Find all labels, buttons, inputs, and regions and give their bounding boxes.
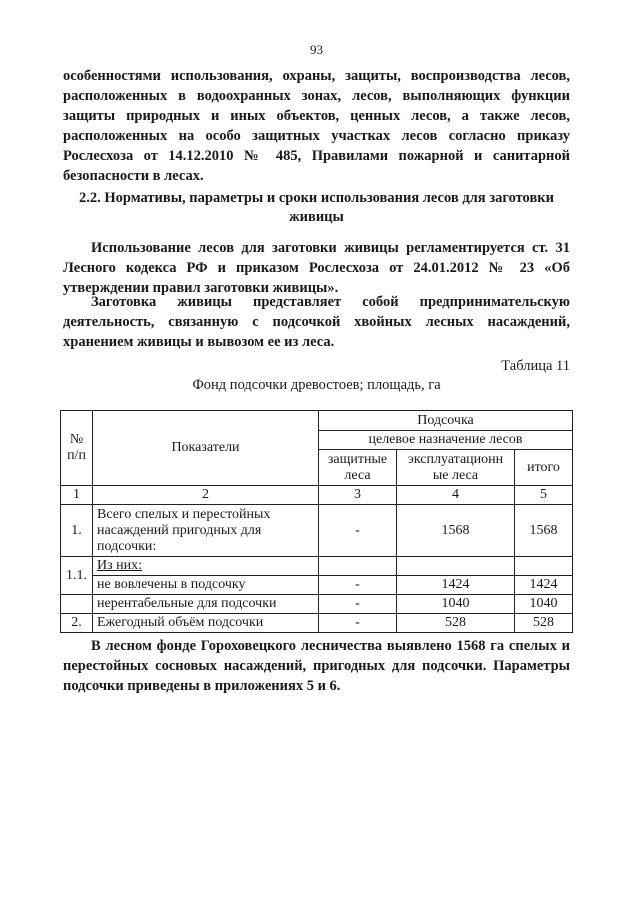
row-label: не вовлечены в подсочку: [93, 576, 319, 595]
col-number-cell: 3: [319, 486, 397, 505]
header-indicators: Показатели: [93, 411, 319, 486]
row-production: 1424: [397, 576, 515, 595]
section-heading: 2.2. Нормативы, параметры и сроки использования лесов для заготовки живицы: [79, 190, 554, 225]
table-row: [61, 505, 573, 557]
row-production: 1568: [397, 505, 515, 557]
table-row: [61, 614, 573, 633]
row-total: [515, 557, 573, 576]
header-total: итого: [515, 450, 573, 486]
row-total: 1568: [515, 505, 573, 557]
paragraph-definition: Заготовка живицы представляет собой предпринимательскую деятельность, связанную с подсочкой хвойных лесных насаждений, хранением живицы и вывозом ее из леса.: [63, 294, 570, 350]
row-protective: -: [319, 576, 397, 595]
row-total: 1040: [515, 595, 573, 614]
header-protective: защитные леса: [319, 450, 397, 486]
row-protective: [319, 557, 397, 576]
table-row: [61, 557, 573, 576]
table-row: [61, 595, 573, 614]
intro-paragraph: особенностями использования, охраны, защиты, воспроизводства лесов, расположенных в водоохранных зонах, лесов, выполняющих функции защиты природных и иных объектов, ценных лесов, а также лесов, расположенных на особо защитных участках лесов согласно приказу Рослесхоза от 14.12.2010 № 485, Правилами пожарной и санитарной безопасности в лесах.: [63, 68, 570, 184]
header-number: № п/п: [61, 411, 93, 486]
table-row: [61, 576, 573, 595]
row-total: 528: [515, 614, 573, 633]
conclusion-paragraph: В лесном фонде Гороховецкого лесничества выявлено 1568 га спелых и перестойных сосновых насаждений, пригодных для подсочки. Параметры подсочки приведены в приложениях 5 и 6.: [63, 638, 570, 694]
table-title: Фонд подсочки древостоев; площадь, га: [192, 377, 441, 393]
row-number: [61, 595, 93, 614]
header-production: эксплуатационн ые леса: [397, 450, 515, 486]
row-production: [397, 557, 515, 576]
row-protective: -: [319, 614, 397, 633]
row-number: 1.1.: [61, 557, 93, 595]
row-label: нерентабельные для подсочки: [93, 595, 319, 614]
row-protective: -: [319, 595, 397, 614]
row-production: 1040: [397, 595, 515, 614]
tapping-fund-table: [60, 410, 573, 633]
col-number-cell: 2: [93, 486, 319, 505]
table-number: Таблица 11: [501, 358, 570, 374]
row-production: 528: [397, 614, 515, 633]
row-number: 2.: [61, 614, 93, 633]
row-total: 1424: [515, 576, 573, 595]
col-number-cell: 5: [515, 486, 573, 505]
row-label: Из них:: [93, 557, 319, 576]
row-label: Всего спелых и перестойных насаждений пригодных для подсочки:: [93, 505, 319, 557]
row-protective: -: [319, 505, 397, 557]
page-number: 93: [310, 42, 323, 57]
header-purpose: целевое назначение лесов: [319, 431, 573, 450]
col-number-cell: 1: [61, 486, 93, 505]
row-number: 1.: [61, 505, 93, 557]
header-tapping: Подсочка: [319, 411, 573, 431]
paragraph-legal-basis: Использование лесов для заготовки живицы регламентируется ст. 31 Лесного кодекса РФ и приказом Рослесхоза от 24.01.2012 № 23 «Об утверждении правил заготовки живицы».: [63, 240, 570, 296]
col-number-cell: 4: [397, 486, 515, 505]
row-label: Ежегодный объём подсочки: [93, 614, 319, 633]
